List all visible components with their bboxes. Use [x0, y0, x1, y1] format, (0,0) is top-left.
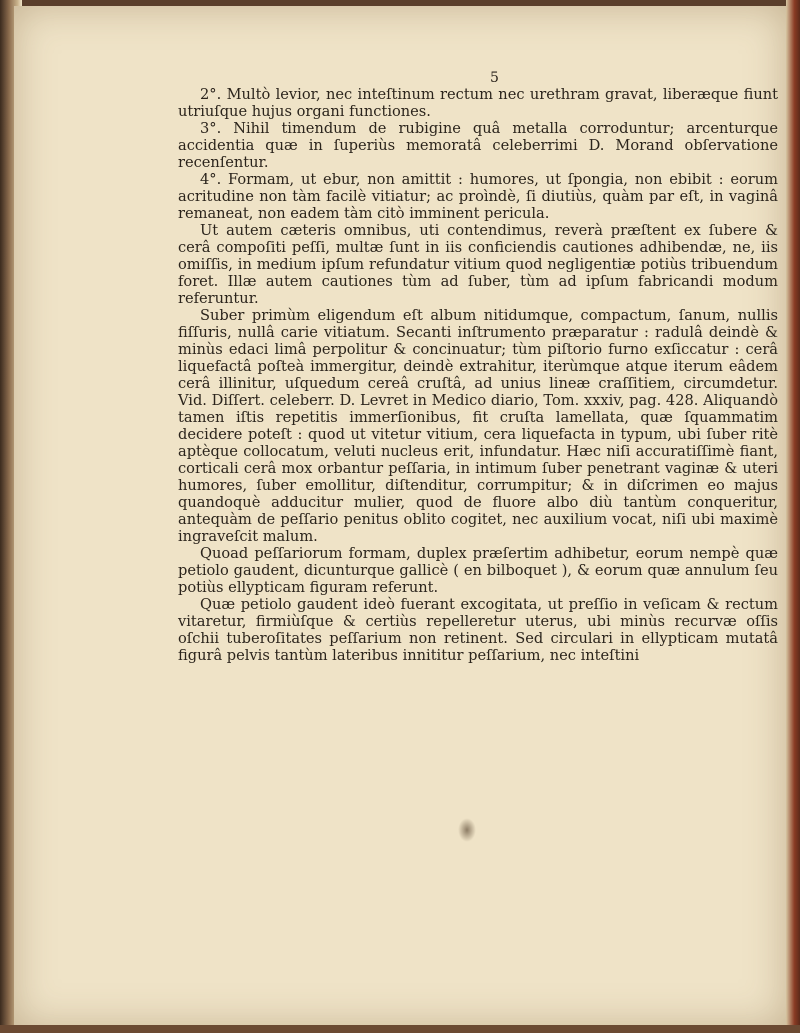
- page-edge: [786, 0, 800, 1033]
- paragraph: 3°. Nihil timendum de rubigine quâ metalla corroduntur; arcenturque accidentia quæ in ſuperiùs memoratâ celeberrimi D. Morand obſervatione recenſentur.: [178, 120, 778, 171]
- paragraph: 2°. Multò levior, nec inteſtinum rectum nec urethram gravat, liberæque fiunt utriuſque hujus organi functiones.: [178, 86, 778, 120]
- paragraph: 4°. Formam, ut ebur, non amittit : humores, ut ſpongia, non ebibit : eorum acritudine non tàm facilè vitiatur; ac proìndè, ſi diutiùs, quàm par eſt, in vaginâ remaneat, non eadem tàm citò imminent pericula.: [178, 171, 778, 222]
- paragraph: Quoad peſſariorum formam, duplex præſertim adhibetur, eorum nempè quæ petiolo gaudent, dicunturque gallicè ( en bilboquet ), & eorum quæ annulum ſeu potiùs ellypticam figuram referunt.: [178, 545, 778, 596]
- paragraph: Ut autem cæteris omnibus, uti contendimus, reverà præſtent ex ſubere & cerâ compoſiti peſſi, multæ ſunt in iis conficiendis cautiones adhibendæ, ne, iis omiſſis, in medium ipſum refundatur vitium quod negligentiæ potiùs tribuendum foret. Illæ autem cautiones tùm ad ſuber, tùm ad ipſum fabricandi modum referuntur.: [178, 222, 778, 307]
- paragraph: Quæ petiolo gaudent ideò fuerant excogitata, ut preſſio in veſicam & rectum vitaretur, firmiùſque & certiùs repelleretur uterus, ubi minùs recurvæ oſſis oſchii tuberoſitates peſſarium non retinent. Sed circulari in ellypticam mutatâ figurâ pelvis tantùm lateribus innititur peſſarium, nec inteſtini: [178, 596, 778, 664]
- page-text: [178, 86, 778, 664]
- page-bottom-edge: [0, 1025, 800, 1033]
- paragraph: Suber primùm eligendum eſt album nitidumque, compactum, ſanum, nullis fiſſuris, nullâ carie vitiatum. Secanti inſtrumento præparatur : radulâ deindè & minùs edaci limâ perpolitur & concinuatur; tùm piſtorio furno exſiccatur : cerâ liquefactâ poſteà immergitur, deindè extrahitur, iterùmque atque iterum eâdem cerâ illinitur, uſquedum cereâ cruſtâ, ad unius lineæ craſſitiem, circumdetur. Vid. Diſſert. celeberr. D. Levret in Medico diario, Tom. xxxiv, pag. 428. Aliquandò tamen iſtis repetitis immerſionibus, fit cruſta lamellata, quæ ſquammatim decidere poteſt : quod ut vitetur vitium, cera liquefacta in typum, ubi ſuber ritè aptèque collocatum, veluti nucleus erit, infundatur. Hæc niſi accuratiſſimè fiant, corticali cerâ mox orbantur peſſaria, in intimum ſuber penetrant vaginæ & uteri humores, ſuber emollitur, diſtenditur, corrumpitur; & in diſcrimen eo majus quandoquè adducitur mulier, quod de fluore albo diù tantùm conqueritur, antequàm de peſſario penitus oblito cogitet, nec auxilium vocat, niſi ubi maximè ingraveſcit malum.: [178, 307, 778, 545]
- ink-stain: [458, 818, 476, 842]
- page-number: 5: [490, 70, 499, 86]
